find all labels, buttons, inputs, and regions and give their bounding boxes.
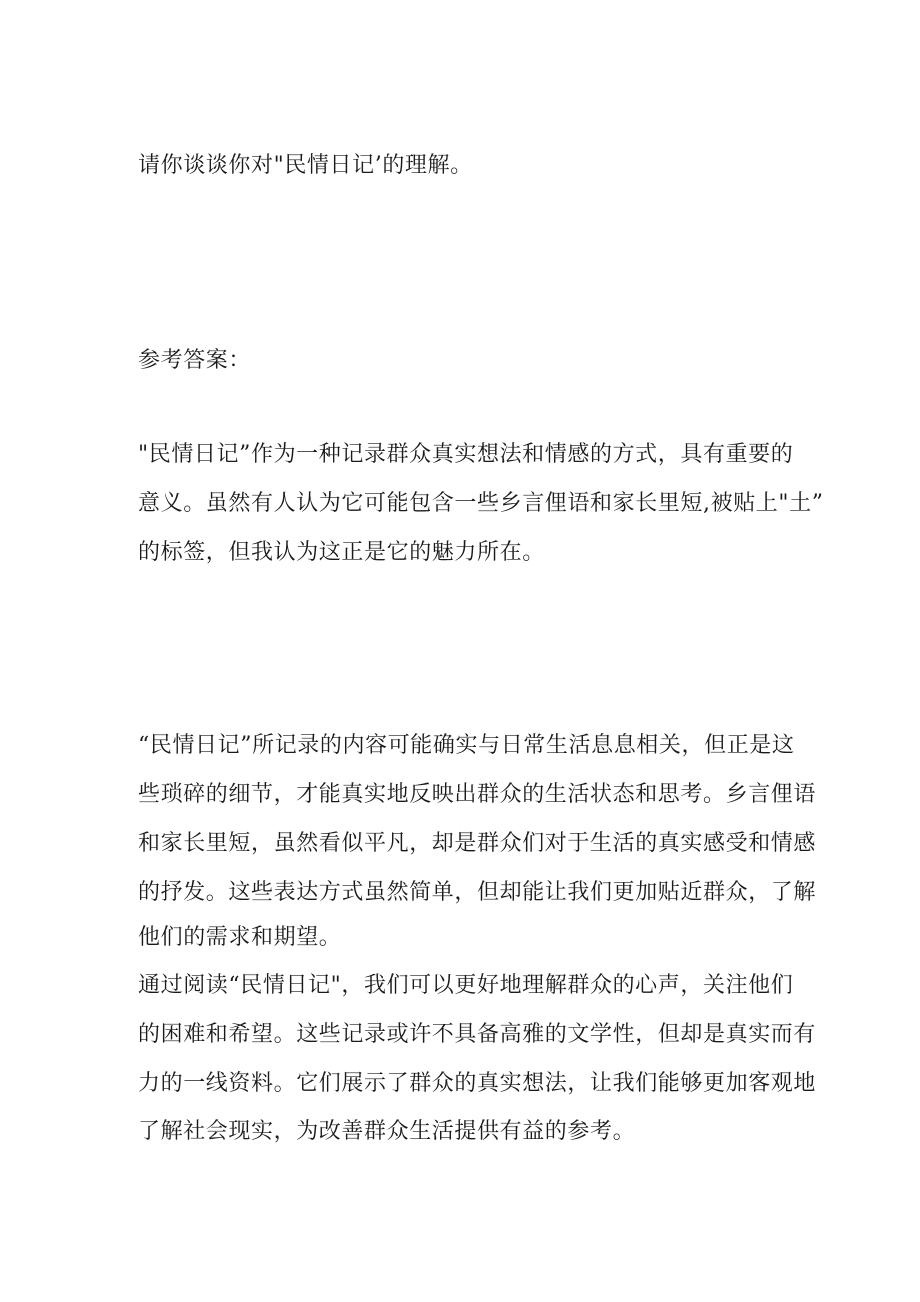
paragraph2-line-1: “民情日记”所记录的内容可能确实与日常生活息息相关，但正是这 — [138, 733, 795, 758]
question-text: 请你谈谈你对"民情日记’的理解。 — [138, 153, 473, 178]
paragraph3-line-2: 的困难和希望。这些记录或许不具备高雅的文学性，但却是真实而有 — [138, 1022, 817, 1047]
paragraph1-line-1: "民情日记”作为一种记录群众真实想法和情感的方式，具有重要的 — [138, 442, 794, 467]
paragraph1-line-2: 意义。虽然有人认为它可能包含一些乡言俚语和家长里短,被贴上"土” — [138, 491, 824, 516]
paragraph3-line-3: 力的一线资料。它们展示了群众的真实想法，让我们能够更加客观地 — [138, 1071, 817, 1096]
answer-heading: 参考答案： — [138, 348, 252, 373]
paragraph3-line-1: 通过阅读“民情日记"，我们可以更好地理解群众的心声，关注他们 — [138, 973, 794, 998]
paragraph2-line-3: 和家长里短，虽然看似平凡，却是群众们对于生活的真实感受和情感 — [138, 831, 817, 856]
paragraph1-line-3: 的标签，但我认为这正是它的魅力所在。 — [138, 540, 545, 565]
paragraph3-line-4: 了解社会现实，为改善群众生活提供有益的参考。 — [138, 1119, 636, 1144]
paragraph2-line-2: 些琐碎的细节，才能真实地反映出群众的生活状态和思考。乡言俚语 — [138, 782, 817, 807]
paragraph2-line-4: 的抒发。这些表达方式虽然简单，但却能让我们更加贴近群众，了解 — [138, 880, 817, 905]
paragraph2-line-5: 他们的需求和期望。 — [138, 925, 342, 950]
